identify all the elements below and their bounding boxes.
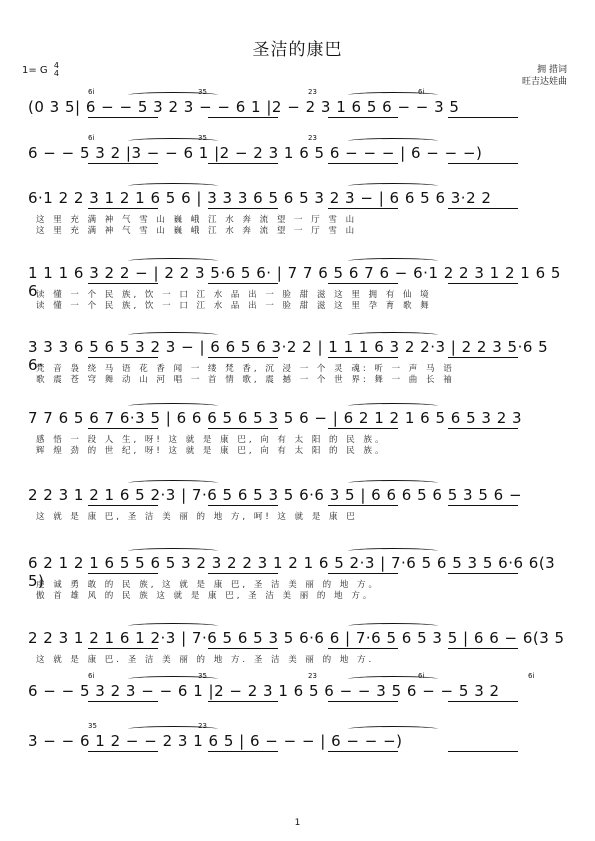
beam-line [88, 505, 158, 506]
beam-line [328, 505, 398, 506]
beam-line [448, 701, 518, 702]
notation-line: (0 3 5| 6 − − 5 3 2 3 − − 6 1 |2 − 2 3 1 6 5 6 − − 3 5 [28, 98, 460, 116]
lyric-line: 梵 音 袅 绕 马 语 花 香 闻 一 缕 梵 香, 沉 浸 一 个 灵 魂: 听 一 声 马 语 [36, 364, 455, 374]
slur-arc [128, 332, 218, 338]
grace-note-mark: 35 [198, 672, 207, 680]
beam-line [88, 208, 158, 209]
lyric-line: 傲 首 雄 风 的 民 族 这 就 是 康 巴, 圣 洁 美 丽 的 地 方。 [36, 591, 375, 601]
slur-arc [348, 332, 438, 338]
score-system [28, 623, 568, 683]
notation-line: 2 2 3 1 2 1 6 1 2·3 | 7·6 5 6 5 3 5 6·6 6 | 7·6 5 6 5 3 5 | 6 6 − 6(3 5 [28, 629, 565, 647]
notation-line: 1 1 1 6 3 2 2 − | 2 2 3 5·6 5 6· | 7 7 6 5 6 7 6 − 6·1 2 2 3 1 2 1 6 5 6 [28, 264, 561, 300]
slur-arc [348, 92, 438, 98]
beam-line [88, 701, 158, 702]
score-system [28, 722, 568, 786]
score-system [28, 548, 568, 608]
beam-line [88, 283, 158, 284]
lyric-line: 读 懂 一 个 民 族, 饮 一 口 江 水 品 出 一 脸 甜 滋 这 里 拥 有 仙 境 [36, 290, 432, 300]
lyric-line: 这 就 是 康 巴, 圣 洁 美 丽 的 地 方, 呵! 这 就 是 康 巴 [36, 512, 358, 522]
beam-line [328, 573, 398, 574]
slur-arc [348, 676, 438, 682]
lyric-line: 这 就 是 康 巴. 圣 洁 美 丽 的 地 方. 圣 洁 美 丽 的 地 方. [36, 655, 375, 665]
notation-line: 6 − − 5 3 2 3 − − 6 1 |2 − 2 3 1 6 5 6 − − 3 5 6 − − 5 3 2 [28, 682, 500, 700]
grace-note-mark: 35 [88, 722, 97, 730]
beam-line [328, 751, 398, 752]
beam-line [88, 648, 158, 649]
score-system [28, 403, 568, 463]
beam-line [208, 117, 278, 118]
beam-line [448, 163, 518, 164]
beam-line [328, 283, 398, 284]
score-system [28, 183, 568, 243]
beam-line [208, 428, 278, 429]
slur-arc [348, 258, 438, 264]
grace-note-mark: 6i [528, 672, 535, 680]
score-system [28, 480, 568, 540]
beam-line [208, 573, 278, 574]
beam-line [208, 283, 278, 284]
beam-line [208, 751, 278, 752]
slur-arc [128, 548, 218, 554]
beam-line [88, 117, 158, 118]
beam-line [208, 505, 278, 506]
slur-arc [348, 548, 438, 554]
beam-line [448, 208, 518, 209]
beam-line [208, 208, 278, 209]
slur-arc [128, 480, 218, 486]
key-label: 1= G [22, 65, 48, 76]
beam-line [328, 117, 398, 118]
beam-line [328, 163, 398, 164]
beam-line [208, 701, 278, 702]
grace-note-mark: 6i [88, 672, 95, 680]
beam-line [328, 428, 398, 429]
beam-line [328, 208, 398, 209]
slur-arc [348, 138, 438, 144]
time-signature [54, 62, 59, 78]
slur-arc [128, 183, 218, 189]
lyric-line: 歌 震 苍 穹 舞 动 山 河 唱 一 首 情 歌, 震 撼 一 个 世 界: 舞 一 曲 长 袖 [36, 375, 455, 385]
slur-arc [128, 258, 218, 264]
beam-line [448, 751, 518, 752]
beam-line [88, 357, 158, 358]
beam-line [88, 428, 158, 429]
notation-line: 3 3 3 6 5 6 5 3 2 3 − | 6 6 5 6 3·2 2 | 1 1 1 6 3 2 2·3 | 2 2 3 5·6 5 6· [28, 338, 549, 374]
key-signature [22, 62, 59, 78]
grace-note-mark: 6i [418, 88, 425, 96]
grace-note-mark: 23 [308, 672, 317, 680]
lyric-line: 辉 煌 劲 的 世 纪, 呀! 这 就 是 康 巴, 向 有 太 阳 的 民 族。 [36, 446, 387, 456]
beam-line [448, 117, 518, 118]
beam-line [88, 751, 158, 752]
song-title: 圣洁的康巴 [252, 40, 343, 60]
beam-line [328, 357, 398, 358]
lyric-line: 虔 诚 勇 敢 的 民 族, 这 就 是 康 巴, 圣 洁 美 丽 的 地 方。 [36, 580, 381, 590]
slur-arc [348, 183, 438, 189]
beam-line [448, 505, 518, 506]
slur-arc [348, 403, 438, 409]
beam-line [208, 648, 278, 649]
page-number: 1 [294, 818, 301, 828]
slur-arc [348, 480, 438, 486]
grace-note-mark: 6i [418, 672, 425, 680]
notation-line: 6·1 2 2 3 1 2 1 6 5 6 | 3 3 3 6 5 6 5 3 2 3 − | 6 6 5 6 3·2 2 [28, 189, 492, 207]
lyricist-credit: 拥 措词 [537, 65, 567, 75]
slur-arc [348, 726, 438, 732]
beam-line [88, 573, 158, 574]
composer-credit: 旺吉达娃曲 [521, 77, 567, 87]
beam-line [328, 701, 398, 702]
slur-arc [128, 403, 218, 409]
notation-line: 6 − − 5 3 2 |3 − − 6 1 |2 − 2 3 1 6 5 6 − − − | 6 − − −) [28, 144, 483, 162]
notation-line: 7 7 6 5 6 7 6·3 5 | 6 6 6 5 6 5 3 5 6 − | 6 2 1 2 1 6 5 6 5 3 2 3 [28, 409, 523, 427]
notation-line: 3 − − 6 1 2 − − 2 3 1 6 5 | 6 − − − | 6 − − −) [28, 732, 403, 750]
beam-line [88, 163, 158, 164]
time-sig-top: 4 [53, 61, 59, 70]
lyric-line: 这 里 充 满 神 气 雪 山 巍 峨 江 水 奔 流 望 一 厅 雪 山 [36, 226, 358, 236]
beam-line [448, 428, 518, 429]
beam-line [448, 648, 518, 649]
score-system [28, 258, 568, 318]
lyric-line: 读 懂 一 个 民 族, 饮 一 口 江 水 品 出 一 脸 甜 滋 这 里 孕 育 歌 舞 [36, 301, 432, 311]
grace-note-mark: 23 [308, 88, 317, 96]
grace-note-mark: 6i [88, 88, 95, 96]
grace-note-mark: 6i [88, 134, 95, 142]
notation-line: 2 2 3 1 2 1 6 5 2·3 | 7·6 5 6 5 3 5 6·6 3 5 | 6 6 6 5 6 5 3 5 6 − [28, 486, 523, 504]
slur-arc [128, 623, 218, 629]
beam-line [208, 357, 278, 358]
time-sig-bottom: 4 [53, 69, 59, 78]
slur-arc [348, 623, 438, 629]
grace-note-mark: 23 [198, 722, 207, 730]
grace-note-mark: 23 [308, 134, 317, 142]
grace-note-mark: 35 [198, 134, 207, 142]
score-system [28, 332, 568, 392]
lyric-line: 这 里 充 满 神 气 雪 山 巍 峨 江 水 奔 流 望 一 厅 雪 山 [36, 215, 358, 225]
notation-line: 6 2 1 2 1 6 5 5 6 5 3 2 3 2 2 3 1 2 1 6 5 2·3 | 7·6 5 6 5 3 5 6·6 6(3 5) [28, 554, 556, 590]
beam-line [448, 357, 518, 358]
lyric-line: 感 悟 一 段 人 生, 呀! 这 就 是 康 巴, 向 有 太 阳 的 民 族。 [36, 435, 387, 445]
beam-line [448, 573, 518, 574]
grace-note-mark: 35 [198, 88, 207, 96]
beam-line [448, 283, 518, 284]
beam-line [208, 163, 278, 164]
beam-line [328, 648, 398, 649]
